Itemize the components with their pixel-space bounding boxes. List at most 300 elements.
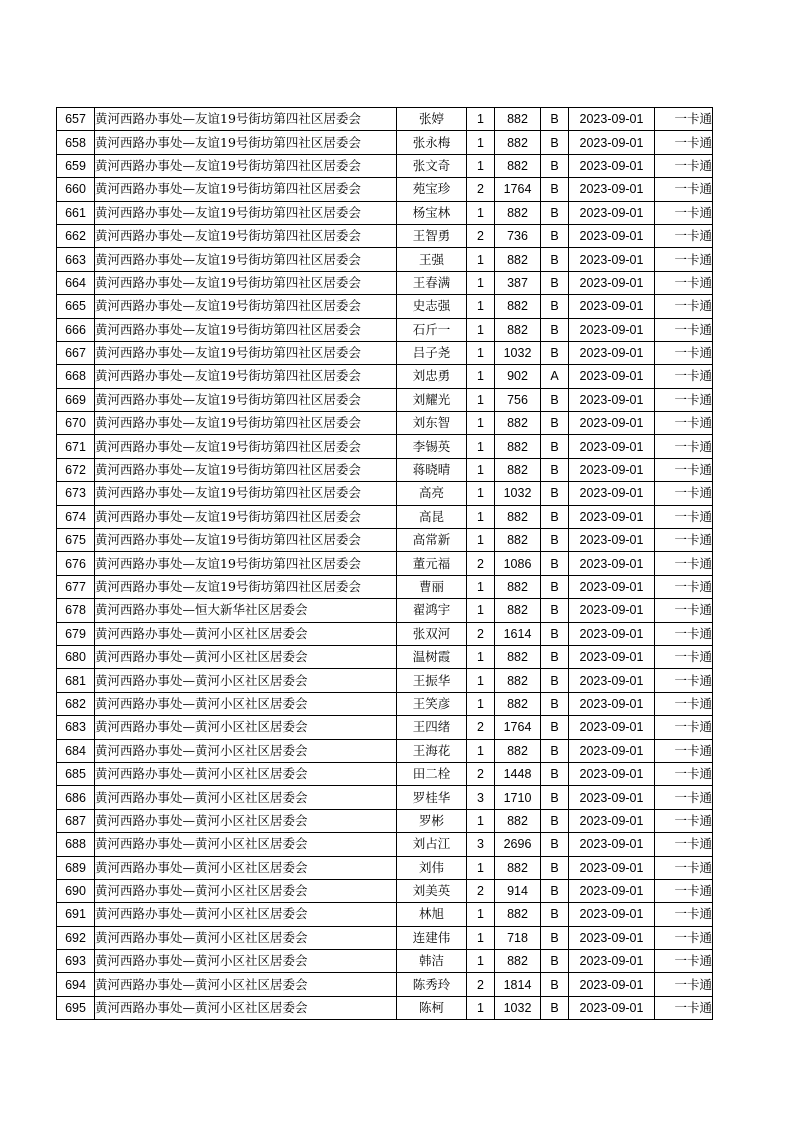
grade-cell: B [541,950,569,973]
count-cell: 1 [467,201,495,224]
unit-cell: 黄河西路办事处—黄河小区社区居委会 [95,739,397,762]
seq-cell: 681 [57,669,95,692]
table-row [57,645,713,668]
table-row [57,879,713,902]
amount-cell: 882 [495,645,541,668]
unit-cell: 黄河西路办事处—友谊19号街坊第四社区居委会 [95,318,397,341]
name-cell: 田二栓 [397,762,467,785]
amount-cell: 882 [495,739,541,762]
amount-cell: 882 [495,201,541,224]
count-cell: 2 [467,716,495,739]
date-cell: 2023-09-01 [569,388,655,411]
count-cell: 1 [467,739,495,762]
unit-cell: 黄河西路办事处—黄河小区社区居委会 [95,645,397,668]
grade-cell: B [541,505,569,528]
grade-cell: B [541,482,569,505]
payment-method-cell: 一卡通 [655,692,713,715]
count-cell: 1 [467,950,495,973]
name-cell: 王四绪 [397,716,467,739]
unit-cell: 黄河西路办事处—友谊19号街坊第四社区居委会 [95,201,397,224]
payment-method-cell: 一卡通 [655,341,713,364]
name-cell: 连建伟 [397,926,467,949]
amount-cell: 882 [495,856,541,879]
amount-cell: 882 [495,108,541,131]
date-cell: 2023-09-01 [569,996,655,1019]
amount-cell: 882 [495,669,541,692]
unit-cell: 黄河西路办事处—友谊19号街坊第四社区居委会 [95,248,397,271]
grade-cell: B [541,108,569,131]
unit-cell: 黄河西路办事处—黄河小区社区居委会 [95,856,397,879]
unit-cell: 黄河西路办事处—友谊19号街坊第四社区居委会 [95,412,397,435]
unit-cell: 黄河西路办事处—黄河小区社区居委会 [95,879,397,902]
table-row [57,809,713,832]
amount-cell: 882 [495,575,541,598]
payment-method-cell: 一卡通 [655,318,713,341]
payment-method-cell: 一卡通 [655,903,713,926]
name-cell: 刘忠勇 [397,365,467,388]
date-cell: 2023-09-01 [569,552,655,575]
payment-method-cell: 一卡通 [655,412,713,435]
table-row [57,435,713,458]
table-row [57,154,713,177]
name-cell: 韩洁 [397,950,467,973]
grade-cell: A [541,365,569,388]
date-cell: 2023-09-01 [569,341,655,364]
table-row [57,575,713,598]
count-cell: 1 [467,131,495,154]
table-row [57,505,713,528]
table-row [57,950,713,973]
unit-cell: 黄河西路办事处—黄河小区社区居委会 [95,903,397,926]
date-cell: 2023-09-01 [569,599,655,622]
name-cell: 刘耀光 [397,388,467,411]
date-cell: 2023-09-01 [569,856,655,879]
date-cell: 2023-09-01 [569,482,655,505]
unit-cell: 黄河西路办事处—友谊19号街坊第四社区居委会 [95,108,397,131]
payment-method-cell: 一卡通 [655,224,713,247]
unit-cell: 黄河西路办事处—友谊19号街坊第四社区居委会 [95,388,397,411]
name-cell: 刘东智 [397,412,467,435]
grade-cell: B [541,341,569,364]
payment-method-cell: 一卡通 [655,201,713,224]
name-cell: 罗彬 [397,809,467,832]
grade-cell: B [541,271,569,294]
table-row [57,552,713,575]
amount-cell: 1032 [495,482,541,505]
grade-cell: B [541,762,569,785]
name-cell: 张文奇 [397,154,467,177]
seq-cell: 671 [57,435,95,458]
payment-method-cell: 一卡通 [655,388,713,411]
amount-cell: 902 [495,365,541,388]
date-cell: 2023-09-01 [569,786,655,809]
amount-cell: 882 [495,903,541,926]
grade-cell: B [541,599,569,622]
name-cell: 王振华 [397,669,467,692]
count-cell: 1 [467,505,495,528]
grade-cell: B [541,318,569,341]
seq-cell: 666 [57,318,95,341]
date-cell: 2023-09-01 [569,879,655,902]
seq-cell: 682 [57,692,95,715]
name-cell: 高常新 [397,529,467,552]
seq-cell: 688 [57,833,95,856]
seq-cell: 664 [57,271,95,294]
amount-cell: 882 [495,295,541,318]
seq-cell: 679 [57,622,95,645]
table-row [57,365,713,388]
seq-cell: 690 [57,879,95,902]
date-cell: 2023-09-01 [569,271,655,294]
unit-cell: 黄河西路办事处—黄河小区社区居委会 [95,692,397,715]
date-cell: 2023-09-01 [569,318,655,341]
payment-method-cell: 一卡通 [655,645,713,668]
grade-cell: B [541,973,569,996]
date-cell: 2023-09-01 [569,529,655,552]
unit-cell: 黄河西路办事处—黄河小区社区居委会 [95,809,397,832]
unit-cell: 黄河西路办事处—友谊19号街坊第四社区居委会 [95,295,397,318]
count-cell: 1 [467,809,495,832]
count-cell: 1 [467,341,495,364]
date-cell: 2023-09-01 [569,131,655,154]
name-cell: 刘美英 [397,879,467,902]
table-row [57,716,713,739]
grade-cell: B [541,716,569,739]
table-row [57,856,713,879]
seq-cell: 665 [57,295,95,318]
table-row [57,318,713,341]
unit-cell: 黄河西路办事处—友谊19号街坊第四社区居委会 [95,505,397,528]
grade-cell: B [541,833,569,856]
amount-cell: 1710 [495,786,541,809]
date-cell: 2023-09-01 [569,365,655,388]
date-cell: 2023-09-01 [569,412,655,435]
amount-cell: 882 [495,318,541,341]
payment-method-cell: 一卡通 [655,762,713,785]
count-cell: 1 [467,482,495,505]
grade-cell: B [541,154,569,177]
name-cell: 温树霞 [397,645,467,668]
payment-method-cell: 一卡通 [655,271,713,294]
amount-cell: 882 [495,131,541,154]
count-cell: 1 [467,365,495,388]
name-cell: 曹丽 [397,575,467,598]
payment-method-cell: 一卡通 [655,669,713,692]
count-cell: 1 [467,435,495,458]
table-row [57,903,713,926]
roster-body [57,108,713,1020]
unit-cell: 黄河西路办事处—黄河小区社区居委会 [95,762,397,785]
date-cell: 2023-09-01 [569,435,655,458]
table-row [57,412,713,435]
table-row [57,996,713,1019]
grade-cell: B [541,856,569,879]
seq-cell: 689 [57,856,95,879]
payment-method-cell: 一卡通 [655,996,713,1019]
amount-cell: 882 [495,458,541,481]
grade-cell: B [541,926,569,949]
seq-cell: 672 [57,458,95,481]
date-cell: 2023-09-01 [569,926,655,949]
grade-cell: B [541,903,569,926]
count-cell: 1 [467,903,495,926]
seq-cell: 662 [57,224,95,247]
seq-cell: 680 [57,645,95,668]
grade-cell: B [541,295,569,318]
date-cell: 2023-09-01 [569,224,655,247]
date-cell: 2023-09-01 [569,762,655,785]
date-cell: 2023-09-01 [569,809,655,832]
name-cell: 林旭 [397,903,467,926]
seq-cell: 677 [57,575,95,598]
table-row [57,692,713,715]
name-cell: 高昆 [397,505,467,528]
name-cell: 陈柯 [397,996,467,1019]
payment-method-cell: 一卡通 [655,856,713,879]
amount-cell: 882 [495,809,541,832]
grade-cell: B [541,786,569,809]
payment-method-cell: 一卡通 [655,365,713,388]
seq-cell: 657 [57,108,95,131]
amount-cell: 1086 [495,552,541,575]
unit-cell: 黄河西路办事处—友谊19号街坊第四社区居委会 [95,365,397,388]
grade-cell: B [541,458,569,481]
name-cell: 张永梅 [397,131,467,154]
table-row [57,669,713,692]
payment-method-cell: 一卡通 [655,248,713,271]
payment-method-cell: 一卡通 [655,131,713,154]
count-cell: 1 [467,412,495,435]
date-cell: 2023-09-01 [569,833,655,856]
unit-cell: 黄河西路办事处—友谊19号街坊第四社区居委会 [95,482,397,505]
table-row [57,108,713,131]
amount-cell: 387 [495,271,541,294]
payment-method-cell: 一卡通 [655,552,713,575]
count-cell: 1 [467,318,495,341]
name-cell: 王春满 [397,271,467,294]
grade-cell: B [541,388,569,411]
count-cell: 1 [467,108,495,131]
seq-cell: 684 [57,739,95,762]
name-cell: 张双河 [397,622,467,645]
date-cell: 2023-09-01 [569,622,655,645]
count-cell: 1 [467,669,495,692]
grade-cell: B [541,529,569,552]
table-row [57,224,713,247]
payment-method-cell: 一卡通 [655,435,713,458]
amount-cell: 914 [495,879,541,902]
payment-method-cell: 一卡通 [655,482,713,505]
unit-cell: 黄河西路办事处—黄河小区社区居委会 [95,950,397,973]
seq-cell: 673 [57,482,95,505]
seq-cell: 694 [57,973,95,996]
seq-cell: 686 [57,786,95,809]
amount-cell: 882 [495,599,541,622]
seq-cell: 695 [57,996,95,1019]
amount-cell: 1032 [495,996,541,1019]
seq-cell: 683 [57,716,95,739]
unit-cell: 黄河西路办事处—友谊19号街坊第四社区居委会 [95,224,397,247]
name-cell: 陈秀玲 [397,973,467,996]
name-cell: 张婷 [397,108,467,131]
unit-cell: 黄河西路办事处—友谊19号街坊第四社区居委会 [95,154,397,177]
date-cell: 2023-09-01 [569,950,655,973]
unit-cell: 黄河西路办事处—黄河小区社区居委会 [95,996,397,1019]
seq-cell: 687 [57,809,95,832]
seq-cell: 670 [57,412,95,435]
payment-method-cell: 一卡通 [655,879,713,902]
name-cell: 王海花 [397,739,467,762]
table-row [57,739,713,762]
payment-method-cell: 一卡通 [655,786,713,809]
seq-cell: 674 [57,505,95,528]
date-cell: 2023-09-01 [569,716,655,739]
count-cell: 1 [467,996,495,1019]
amount-cell: 2696 [495,833,541,856]
name-cell: 石斤一 [397,318,467,341]
count-cell: 1 [467,692,495,715]
count-cell: 1 [467,295,495,318]
payment-method-cell: 一卡通 [655,154,713,177]
payment-method-cell: 一卡通 [655,622,713,645]
unit-cell: 黄河西路办事处—恒大新华社区居委会 [95,599,397,622]
amount-cell: 882 [495,154,541,177]
payment-method-cell: 一卡通 [655,973,713,996]
seq-cell: 693 [57,950,95,973]
name-cell: 李锡英 [397,435,467,458]
table-row [57,482,713,505]
payment-method-cell: 一卡通 [655,505,713,528]
table-row [57,295,713,318]
count-cell: 1 [467,458,495,481]
seq-cell: 685 [57,762,95,785]
unit-cell: 黄河西路办事处—友谊19号街坊第四社区居委会 [95,178,397,201]
amount-cell: 1814 [495,973,541,996]
seq-cell: 661 [57,201,95,224]
count-cell: 2 [467,622,495,645]
date-cell: 2023-09-01 [569,739,655,762]
unit-cell: 黄河西路办事处—黄河小区社区居委会 [95,973,397,996]
unit-cell: 黄河西路办事处—黄河小区社区居委会 [95,833,397,856]
date-cell: 2023-09-01 [569,201,655,224]
table-row [57,458,713,481]
table-row [57,926,713,949]
count-cell: 1 [467,926,495,949]
seq-cell: 676 [57,552,95,575]
grade-cell: B [541,552,569,575]
date-cell: 2023-09-01 [569,295,655,318]
amount-cell: 882 [495,412,541,435]
unit-cell: 黄河西路办事处—友谊19号街坊第四社区居委会 [95,271,397,294]
table-row [57,341,713,364]
table-row [57,248,713,271]
count-cell: 3 [467,786,495,809]
unit-cell: 黄河西路办事处—友谊19号街坊第四社区居委会 [95,458,397,481]
seq-cell: 659 [57,154,95,177]
grade-cell: B [541,201,569,224]
seq-cell: 667 [57,341,95,364]
count-cell: 2 [467,879,495,902]
unit-cell: 黄河西路办事处—友谊19号街坊第四社区居委会 [95,552,397,575]
date-cell: 2023-09-01 [569,108,655,131]
amount-cell: 1764 [495,178,541,201]
seq-cell: 658 [57,131,95,154]
unit-cell: 黄河西路办事处—黄河小区社区居委会 [95,926,397,949]
date-cell: 2023-09-01 [569,575,655,598]
date-cell: 2023-09-01 [569,154,655,177]
grade-cell: B [541,645,569,668]
date-cell: 2023-09-01 [569,178,655,201]
table-row [57,762,713,785]
unit-cell: 黄河西路办事处—友谊19号街坊第四社区居委会 [95,341,397,364]
date-cell: 2023-09-01 [569,248,655,271]
table-row [57,178,713,201]
unit-cell: 黄河西路办事处—黄河小区社区居委会 [95,786,397,809]
seq-cell: 669 [57,388,95,411]
name-cell: 王智勇 [397,224,467,247]
amount-cell: 882 [495,692,541,715]
grade-cell: B [541,575,569,598]
count-cell: 1 [467,529,495,552]
payment-method-cell: 一卡通 [655,458,713,481]
name-cell: 苑宝珍 [397,178,467,201]
unit-cell: 黄河西路办事处—黄河小区社区居委会 [95,716,397,739]
amount-cell: 882 [495,505,541,528]
amount-cell: 1448 [495,762,541,785]
date-cell: 2023-09-01 [569,645,655,668]
grade-cell: B [541,435,569,458]
count-cell: 1 [467,154,495,177]
amount-cell: 1614 [495,622,541,645]
grade-cell: B [541,692,569,715]
date-cell: 2023-09-01 [569,903,655,926]
seq-cell: 678 [57,599,95,622]
payment-method-cell: 一卡通 [655,108,713,131]
date-cell: 2023-09-01 [569,692,655,715]
count-cell: 2 [467,178,495,201]
payment-method-cell: 一卡通 [655,529,713,552]
amount-cell: 882 [495,950,541,973]
table-row [57,786,713,809]
count-cell: 2 [467,224,495,247]
grade-cell: B [541,131,569,154]
unit-cell: 黄河西路办事处—友谊19号街坊第四社区居委会 [95,435,397,458]
grade-cell: B [541,224,569,247]
payment-method-cell: 一卡通 [655,833,713,856]
table-row [57,622,713,645]
table-row [57,131,713,154]
grade-cell: B [541,412,569,435]
count-cell: 1 [467,645,495,668]
grade-cell: B [541,996,569,1019]
payment-method-cell: 一卡通 [655,575,713,598]
name-cell: 罗桂华 [397,786,467,809]
seq-cell: 692 [57,926,95,949]
payment-method-cell: 一卡通 [655,716,713,739]
name-cell: 翟鸿宇 [397,599,467,622]
grade-cell: B [541,622,569,645]
name-cell: 刘占江 [397,833,467,856]
amount-cell: 882 [495,529,541,552]
date-cell: 2023-09-01 [569,458,655,481]
table-row [57,271,713,294]
seq-cell: 660 [57,178,95,201]
seq-cell: 663 [57,248,95,271]
name-cell: 吕子尧 [397,341,467,364]
count-cell: 1 [467,271,495,294]
date-cell: 2023-09-01 [569,973,655,996]
grade-cell: B [541,248,569,271]
